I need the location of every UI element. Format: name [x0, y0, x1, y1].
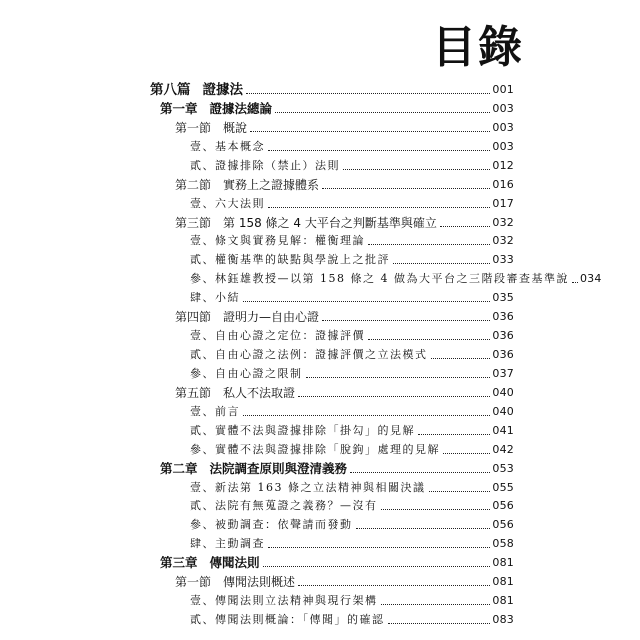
toc-entry-title: 實務上之證據體系	[223, 177, 320, 192]
toc-page-number: 036	[492, 310, 514, 324]
toc-entry-title: 參、被動調查：依聲請而發動	[190, 518, 353, 532]
toc-entry-number: 第一節	[175, 120, 212, 135]
toc-entry-title: 傳聞法則	[209, 555, 260, 571]
dot-leader	[381, 509, 491, 510]
toc-page-number: 036	[492, 348, 514, 362]
dot-leader	[393, 263, 490, 264]
toc-entry-title: 壹、傳聞法則立法精神與現行架構	[190, 594, 378, 608]
toc-entry-item	[190, 438, 514, 458]
toc-page-number: 012	[492, 158, 514, 172]
dot-leader	[356, 528, 491, 529]
toc-page-number: 055	[492, 480, 514, 494]
dot-leader	[306, 377, 491, 378]
toc-page-number: 040	[492, 404, 514, 418]
toc-page-number: 083	[492, 613, 514, 627]
toc-entry-title: 概說	[223, 120, 248, 135]
toc-entry-title: 壹、六大法則	[190, 196, 265, 210]
toc-entry-section	[175, 116, 514, 136]
dot-leader	[243, 301, 490, 302]
toc-page-number: 053	[492, 461, 514, 475]
toc-entry-title: 傳聞法則概述	[223, 575, 296, 590]
toc-entry-section	[175, 381, 514, 401]
toc-entry-title: 貳、權衡基準的缺點與學說上之批評	[190, 253, 390, 267]
dot-leader	[268, 547, 490, 548]
dot-leader	[250, 131, 490, 132]
toc-page-number: 035	[492, 291, 514, 305]
toc-entry-item	[190, 476, 514, 496]
toc-entry-chapter	[160, 457, 514, 477]
toc-entry-title: 貳、自由心證之法例：證據評價之立法模式	[190, 348, 428, 362]
toc-page-number: 081	[492, 575, 514, 589]
dot-leader	[368, 339, 490, 340]
toc-entry-item	[190, 513, 514, 533]
dot-leader	[322, 188, 490, 189]
toc-page-number: 032	[492, 215, 514, 229]
toc-entry-item	[190, 229, 514, 249]
dot-leader	[275, 112, 490, 113]
dot-leader	[298, 396, 490, 397]
toc-entry-title: 壹、新法第 163 條之立法精神與相關決議	[190, 480, 426, 494]
toc-entry-section	[175, 305, 514, 325]
dot-leader	[443, 453, 490, 454]
dot-leader	[429, 491, 491, 492]
toc-entry-title: 肆、小結	[190, 291, 240, 305]
dot-leader	[418, 434, 490, 435]
toc-entry-number: 第四節	[175, 310, 212, 325]
toc-page-number: 003	[492, 101, 514, 115]
toc-entry-number: 第二節	[175, 177, 212, 192]
toc-page-number: 041	[492, 423, 514, 437]
dot-leader	[246, 93, 490, 94]
toc-entry-title: 壹、基本概念	[190, 139, 265, 153]
toc-entry-chapter	[160, 551, 514, 571]
toc-entry-item	[190, 419, 514, 439]
dot-leader	[350, 472, 490, 473]
toc-entry-item	[190, 608, 514, 628]
dot-leader	[440, 226, 491, 227]
toc-entry-title: 第 158 條之 4 大平台之判斷基準與確立	[223, 215, 437, 230]
toc-entry-item	[190, 343, 514, 363]
toc-entry-item	[190, 286, 514, 306]
toc-entry-item	[190, 267, 602, 287]
toc-entry-item	[190, 135, 514, 155]
toc-page-number: 003	[492, 139, 514, 153]
toc-page-number: 056	[492, 499, 514, 513]
toc-entry-title: 參、實體不法與證據排除「脫鉤」處理的見解	[190, 442, 440, 456]
toc-page-number: 036	[492, 329, 514, 343]
toc-entry-title: 貳、實體不法與證據排除「掛勾」的見解	[190, 423, 415, 437]
dot-leader	[381, 604, 491, 605]
toc-entry-item	[190, 154, 514, 174]
toc-page-number: 016	[492, 177, 514, 191]
toc-entry-title: 證據法	[202, 82, 243, 98]
dot-leader	[298, 585, 490, 586]
dot-leader	[322, 320, 490, 321]
toc-entry-item	[190, 589, 514, 609]
toc-page-number: 034	[579, 272, 602, 286]
dot-leader	[572, 282, 578, 283]
toc-entry-number: 第三章	[160, 555, 198, 571]
toc-page-number: 033	[492, 253, 514, 267]
page-title: 目錄	[432, 22, 524, 73]
dot-leader	[268, 150, 490, 151]
toc-entry-title: 貳、法院有無蒐證之義務？—沒有	[190, 499, 378, 513]
toc-entry-title: 法院調查原則與澄清義務	[209, 460, 348, 476]
toc-entry-part	[150, 78, 514, 98]
dot-leader	[243, 415, 490, 416]
toc-page-number: 081	[492, 556, 514, 570]
dot-leader	[368, 244, 490, 245]
toc-entry-section	[175, 173, 514, 193]
toc-entry-title: 證據法總論	[209, 100, 273, 116]
toc-entry-item	[190, 192, 514, 212]
toc-entry-chapter	[160, 97, 514, 117]
toc-entry-number: 第三節	[175, 215, 212, 230]
toc-entry-number: 第二章	[160, 460, 198, 476]
toc-entry-number: 第五節	[175, 385, 212, 400]
dot-leader	[263, 566, 491, 567]
toc-entry-title: 證明力—自由心證	[223, 310, 320, 325]
toc-entry-title: 壹、條文與實務見解：權衡理論	[190, 234, 365, 248]
toc-page-number: 003	[492, 120, 514, 134]
toc-entry-item	[190, 400, 514, 420]
dot-leader	[268, 207, 490, 208]
dot-leader	[343, 169, 490, 170]
toc-entry-title: 壹、前言	[190, 404, 240, 418]
toc-entry-item	[190, 494, 514, 514]
toc-entry-title: 貳、傳聞法則概論：「傳聞」的確認	[190, 613, 385, 627]
toc-page-number: 040	[492, 385, 514, 399]
toc-entry-item	[190, 532, 514, 552]
toc-page-number: 017	[492, 196, 514, 210]
toc-page-number: 058	[492, 537, 514, 551]
toc-entry-number: 第一節	[175, 575, 212, 590]
toc-entry-item	[190, 324, 514, 344]
toc-entry-title: 壹、自由心證之定位：證據評價	[190, 329, 365, 343]
toc-entry-title: 參、林鈺雄教授—以第 158 條之 4 做為大平台之三階段審查基準說	[190, 272, 569, 286]
toc-entry-title: 參、自由心證之限制	[190, 366, 303, 380]
toc-entry-title: 肆、主動調查	[190, 537, 265, 551]
toc-page-number: 037	[492, 366, 514, 380]
toc-entry-number: 第一章	[160, 100, 198, 116]
toc-entry-section	[175, 211, 514, 231]
toc-page-number: 081	[492, 594, 514, 608]
toc-entry-section	[175, 570, 514, 590]
toc-entry-item	[190, 362, 514, 382]
toc-page-number: 042	[492, 442, 514, 456]
toc-page-number: 056	[492, 518, 514, 532]
toc-entry-title: 貳、證據排除（禁止）法則	[190, 158, 340, 172]
toc-page-number: 032	[492, 234, 514, 248]
toc-entry-title: 私人不法取證	[223, 385, 296, 400]
toc-entry-number: 第八篇	[150, 82, 191, 98]
toc-entry-item	[190, 248, 514, 268]
dot-leader	[388, 623, 491, 624]
toc-page-number: 001	[492, 83, 514, 96]
dot-leader	[431, 358, 491, 359]
